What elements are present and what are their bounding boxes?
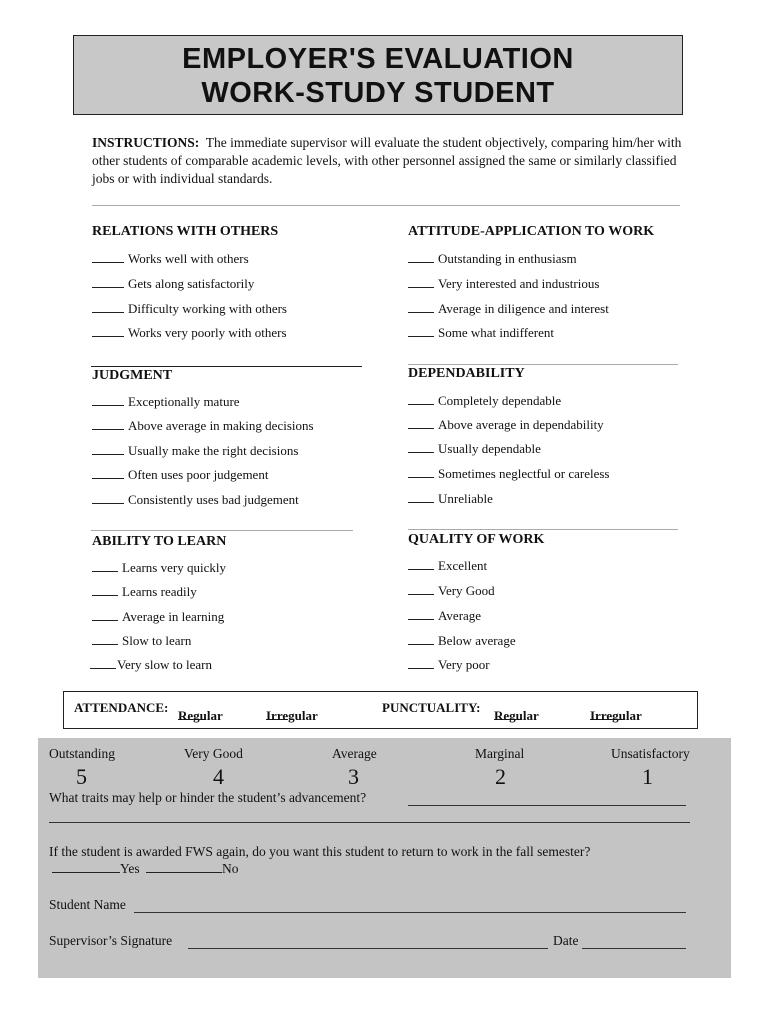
divider: [91, 366, 362, 367]
instructions: [92, 134, 682, 188]
checkbox-item-quality-2[interactable]: Very Good: [408, 583, 495, 599]
signature-field[interactable]: [188, 948, 548, 949]
traits-answer-line-1[interactable]: [408, 805, 686, 806]
checkbox-item-quality-5[interactable]: Very poor: [408, 657, 490, 673]
return-no-option[interactable]: No: [146, 861, 239, 877]
checkbox-item-judgment-5[interactable]: Consistently uses bad judgement: [92, 492, 299, 508]
checkbox-item-relations-4[interactable]: Works very poorly with others: [92, 325, 287, 341]
checkbox-item-dependability-3[interactable]: Usually dependable: [408, 441, 541, 457]
scale-value-5: 5: [76, 764, 87, 789]
traits-answer-line-2[interactable]: [49, 822, 690, 823]
divider: [91, 530, 353, 531]
scale-value-1: 1: [642, 764, 653, 789]
checkbox-item-learning-1[interactable]: Learns very quickly: [92, 560, 226, 576]
checkbox-item-learning-4[interactable]: Slow to learn: [92, 633, 191, 649]
scale-label-marginal: Marginal: [475, 746, 525, 761]
checkbox-item-quality-1[interactable]: Excellent: [408, 558, 487, 574]
section-heading-attitude: ATTITUDE-APPLICATION TO WORK: [408, 224, 655, 239]
section-heading-quality: QUALITY OF WORK: [408, 532, 545, 547]
date-field[interactable]: [582, 948, 686, 949]
student-name-label: Student Name: [49, 897, 126, 912]
checkbox-item-judgment-1[interactable]: Exceptionally mature: [92, 394, 240, 410]
student-name-field[interactable]: [134, 912, 686, 913]
instructions-label: INSTRUCTIONS:: [92, 135, 200, 150]
scale-label-unsatisfactory: Unsatisfactory: [611, 746, 690, 761]
checkbox-item-relations-1[interactable]: Works well with others: [92, 251, 249, 267]
attendance-label: ATTENDANCE:: [74, 700, 169, 715]
checkbox-item-learning-3[interactable]: Average in learning: [92, 609, 224, 625]
checkbox-item-dependability-1[interactable]: Completely dependable: [408, 393, 561, 409]
return-question: If the student is awarded FWS again, do you want this student to return to work in the fall semester?: [49, 844, 591, 859]
section-heading-learning: ABILITY TO LEARN: [92, 534, 227, 549]
checkbox-item-judgment-3[interactable]: Usually make the right decisions: [92, 443, 298, 459]
punctuality-label: PUNCTUALITY:: [382, 700, 481, 715]
scale-value-2: 2: [495, 764, 506, 789]
section-heading-relations: RELATIONS WITH OTHERS: [92, 224, 279, 239]
section-heading-dependability: DEPENDABILITY: [408, 366, 525, 381]
divider: [92, 205, 680, 206]
divider: [408, 529, 678, 530]
scale-label-very-good: Very Good: [184, 746, 243, 761]
attendance-punctuality-box: ATTENDANCE: Regular Irregular PUNCTUALITY: Regular Irregular: [63, 691, 698, 729]
checkbox-item-dependability-4[interactable]: Sometimes neglectful or careless: [408, 466, 609, 482]
signature-label: Supervisor’s Signature: [49, 933, 173, 948]
checkbox-item-judgment-2[interactable]: Above average in making decisions: [92, 418, 314, 434]
checkbox-item-quality-3[interactable]: Average: [408, 608, 481, 624]
checkbox-item-attitude-1[interactable]: Outstanding in enthusiasm: [408, 251, 577, 267]
checkbox-item-quality-4[interactable]: Below average: [408, 633, 516, 649]
rating-panel: [38, 738, 731, 978]
return-yes-option[interactable]: Yes: [52, 861, 140, 877]
instructions-text: The immediate supervisor will evaluate the student objectively, comparing him/her with other students of comparable academic levels, with other personnel assigned the same or similarly classified jobs or with individual standards.: [92, 135, 682, 186]
checkbox-item-relations-2[interactable]: Gets along satisfactorily: [92, 276, 254, 292]
checkbox-item-dependability-5[interactable]: Unreliable: [408, 491, 493, 507]
date-label: Date: [553, 933, 579, 948]
scale-value-4: 4: [213, 764, 224, 789]
checkbox-item-learning-2[interactable]: Learns readily: [92, 584, 197, 600]
scale-label-outstanding: Outstanding: [49, 746, 115, 761]
scale-label-average: Average: [332, 746, 377, 761]
checkbox-item-attitude-2[interactable]: Very interested and industrious: [408, 276, 599, 292]
form-title-line-2: WORK-STUDY STUDENT: [201, 77, 555, 109]
checkbox-item-dependability-2[interactable]: Above average in dependability: [408, 417, 604, 433]
form-title-line-1: EMPLOYER'S EVALUATION: [182, 43, 574, 75]
section-heading-judgment: JUDGMENT: [92, 368, 173, 383]
checkbox-item-relations-3[interactable]: Difficulty working with others: [92, 301, 287, 317]
form-title-box: [73, 35, 683, 115]
checkbox-item-attitude-3[interactable]: Average in diligence and interest: [408, 301, 609, 317]
checkbox-item-attitude-4[interactable]: Some what indifferent: [408, 325, 554, 341]
checkbox-item-judgment-4[interactable]: Often uses poor judgement: [92, 467, 268, 483]
scale-value-3: 3: [348, 764, 359, 789]
divider: [408, 364, 678, 365]
checkbox-item-learning-5[interactable]: Very slow to learn: [90, 657, 212, 673]
traits-question: What traits may help or hinder the student’s advancement?: [49, 790, 367, 805]
